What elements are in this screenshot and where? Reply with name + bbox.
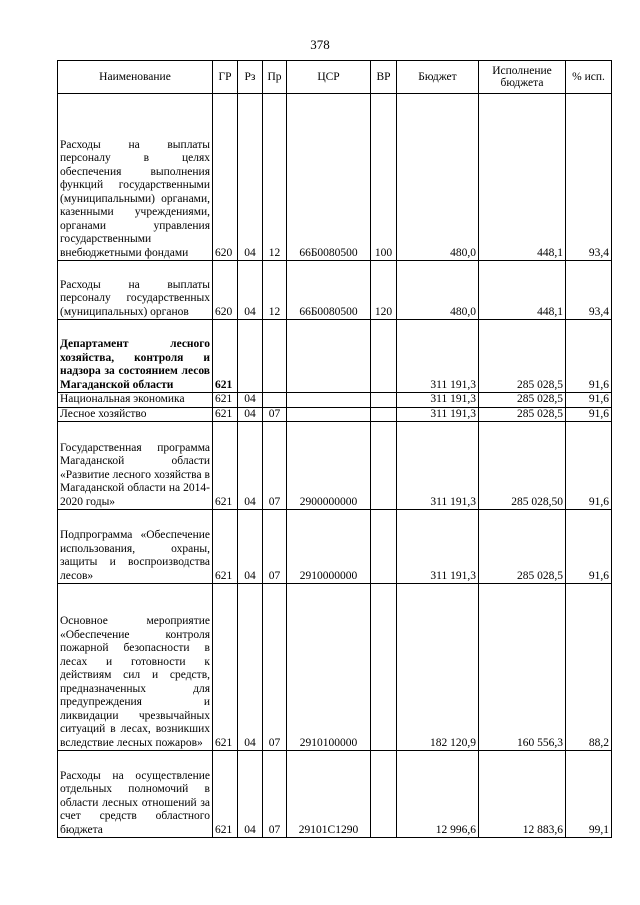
row-vr	[371, 407, 397, 422]
row-percent: 93,4	[566, 94, 612, 261]
row-name: Государственная программа Магаданской области «Развитие лесного хозяйства в Магаданской области на 2014-2020 годы»	[58, 422, 213, 510]
budget-table	[57, 60, 612, 838]
row-gr: 620	[213, 94, 238, 261]
table-row	[58, 393, 612, 408]
row-execution: 160 556,3	[479, 584, 566, 751]
row-pr: 07	[263, 584, 287, 751]
row-percent: 91,6	[566, 510, 612, 584]
header-rz: Рз	[238, 61, 263, 94]
row-budget: 311 191,3	[397, 422, 479, 510]
row-percent: 91,6	[566, 407, 612, 422]
row-gr: 621	[213, 584, 238, 751]
row-gr: 621	[213, 320, 238, 393]
row-vr	[371, 584, 397, 751]
row-pr	[263, 320, 287, 393]
row-csr: 66Б0080500	[287, 261, 371, 320]
table-row	[58, 320, 612, 393]
row-budget: 311 191,3	[397, 393, 479, 408]
row-rz: 04	[238, 393, 263, 408]
row-rz: 04	[238, 422, 263, 510]
row-rz: 04	[238, 510, 263, 584]
row-csr	[287, 320, 371, 393]
row-vr	[371, 320, 397, 393]
page-number: 378	[310, 37, 330, 52]
row-gr: 621	[213, 393, 238, 408]
row-budget: 311 191,3	[397, 510, 479, 584]
row-name: Расходы на выплаты персоналу государственных (муниципальных) органов	[58, 261, 213, 320]
row-percent: 91,6	[566, 422, 612, 510]
row-execution: 285 028,5	[479, 407, 566, 422]
header-vr: ВР	[371, 61, 397, 94]
row-csr	[287, 407, 371, 422]
row-name: Подпрограмма «Обеспечение использования, охраны, защиты и воспроизводства лесов»	[58, 510, 213, 584]
row-rz: 04	[238, 584, 263, 751]
table-row	[58, 422, 612, 510]
row-name: Департамент лесного хозяйства, контроля и надзора за состоянием лесов Магаданской области	[58, 320, 213, 393]
row-pr: 07	[263, 407, 287, 422]
row-execution: 285 028,50	[479, 422, 566, 510]
row-percent: 91,6	[566, 320, 612, 393]
row-csr: 2910100000	[287, 584, 371, 751]
row-csr: 2910000000	[287, 510, 371, 584]
row-csr	[287, 393, 371, 408]
row-csr: 29101С1290	[287, 751, 371, 838]
row-execution: 448,1	[479, 94, 566, 261]
row-pr: 12	[263, 94, 287, 261]
row-gr: 620	[213, 261, 238, 320]
row-vr	[371, 510, 397, 584]
row-percent: 99,1	[566, 751, 612, 838]
row-pr	[263, 393, 287, 408]
row-percent: 91,6	[566, 393, 612, 408]
row-pr: 12	[263, 261, 287, 320]
row-percent: 88,2	[566, 584, 612, 751]
row-budget: 12 996,6	[397, 751, 479, 838]
row-name: Расходы на выплаты персоналу в целях обеспечения выполнения функций государственными (муниципальными) органами, казенными учреждениями, органами управления государственными внебюджетными фондами	[58, 94, 213, 261]
row-csr: 2900000000	[287, 422, 371, 510]
row-budget: 311 191,3	[397, 407, 479, 422]
header-percent: % исп.	[566, 61, 612, 94]
row-rz: 04	[238, 94, 263, 261]
row-name: Основное мероприятие «Обеспечение контроля пожарной безопасности в лесах и готовности к действиям сил и средств, предназначенных для предупреждения и ликвидации чрезвычайных ситуаций в лесах, возникших вследствие лесных пожаров»	[58, 584, 213, 751]
row-execution: 285 028,5	[479, 510, 566, 584]
row-gr: 621	[213, 407, 238, 422]
row-execution: 12 883,6	[479, 751, 566, 838]
row-pr: 07	[263, 422, 287, 510]
table-row	[58, 94, 612, 261]
header-pr: Пр	[263, 61, 287, 94]
row-rz: 04	[238, 407, 263, 422]
header-row	[58, 61, 612, 94]
row-csr: 66Б0080500	[287, 94, 371, 261]
row-execution: 285 028,5	[479, 320, 566, 393]
row-percent: 93,4	[566, 261, 612, 320]
row-vr	[371, 422, 397, 510]
table-row	[58, 407, 612, 422]
row-budget: 480,0	[397, 261, 479, 320]
row-pr: 07	[263, 510, 287, 584]
table-row	[58, 751, 612, 838]
row-budget: 480,0	[397, 94, 479, 261]
row-budget: 311 191,3	[397, 320, 479, 393]
header-execution: Исполнение бюджета	[479, 61, 566, 94]
row-pr: 07	[263, 751, 287, 838]
row-gr: 621	[213, 510, 238, 584]
row-vr: 100	[371, 94, 397, 261]
row-rz: 04	[238, 751, 263, 838]
header-budget: Бюджет	[397, 61, 479, 94]
row-gr: 621	[213, 751, 238, 838]
row-name: Лесное хозяйство	[58, 407, 213, 422]
row-rz	[238, 320, 263, 393]
row-rz: 04	[238, 261, 263, 320]
row-execution: 285 028,5	[479, 393, 566, 408]
row-vr: 120	[371, 261, 397, 320]
row-name: Расходы на осуществление отдельных полномочий в области лесных отношений за счет средств областного бюджета	[58, 751, 213, 838]
row-gr: 621	[213, 422, 238, 510]
row-vr	[371, 393, 397, 408]
row-execution: 448,1	[479, 261, 566, 320]
row-vr	[371, 751, 397, 838]
row-name: Национальная экономика	[58, 393, 213, 408]
table-row	[58, 584, 612, 751]
header-csr: ЦСР	[287, 61, 371, 94]
header-gr: ГР	[213, 61, 238, 94]
header-name: Наименование	[58, 61, 213, 94]
row-budget: 182 120,9	[397, 584, 479, 751]
table-row	[58, 510, 612, 584]
table-row	[58, 261, 612, 320]
